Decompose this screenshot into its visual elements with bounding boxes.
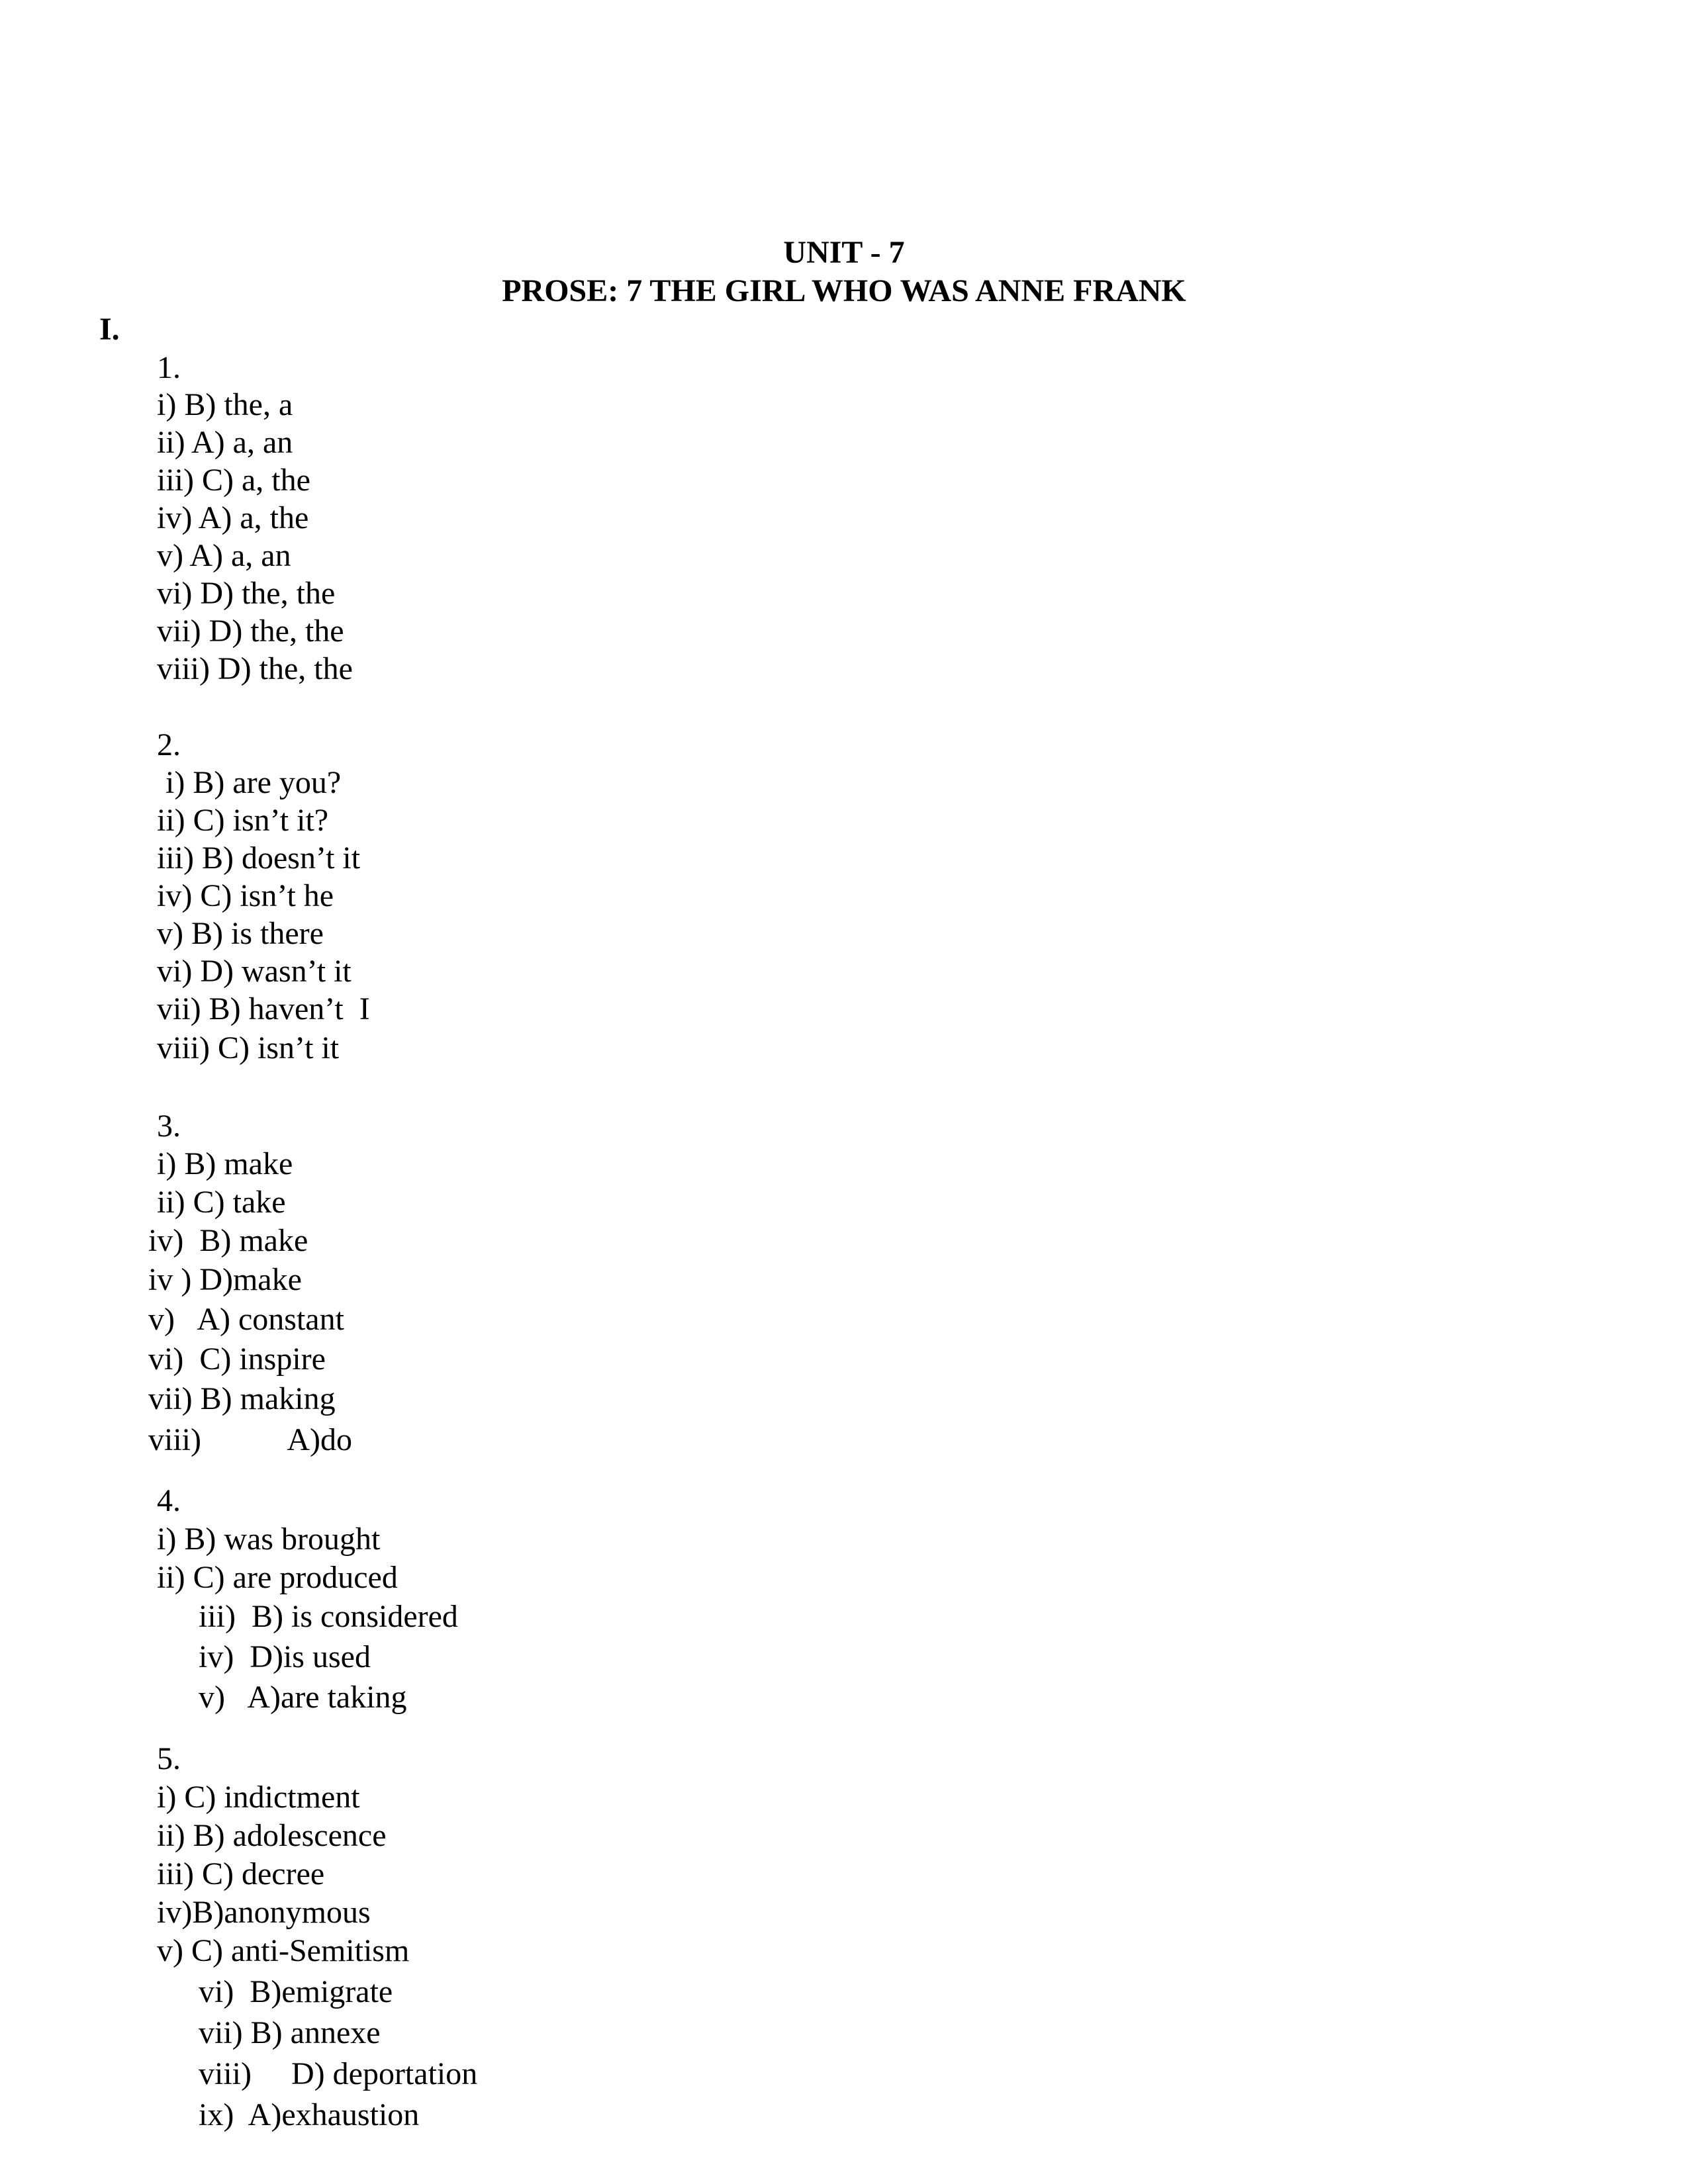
unit-heading: UNIT - 7 (783, 235, 905, 270)
answer-item: ix) A)exhaustion (199, 2097, 420, 2132)
answer-item: i) B) was brought (157, 1522, 381, 1557)
answer-item: ii) B) adolescence (157, 1818, 387, 1853)
answer-item: v) A) a, an (157, 538, 291, 573)
answer-item: vi) C) inspire (148, 1342, 326, 1377)
answer-item: v) B) is there (157, 916, 324, 951)
answer-item: ii) A) a, an (157, 425, 293, 460)
answer-item: iv ) D)make (148, 1262, 302, 1297)
answer-item: iv) A) a, the (157, 500, 309, 535)
answer-item: vi) D) the, the (157, 576, 336, 611)
answer-item: viii) D) the, the (157, 651, 353, 686)
answer-item: ii) C) take (157, 1185, 286, 1220)
answer-item: iv) C) isn’t he (157, 878, 334, 913)
answer-item: v) C) anti-Semitism (157, 1933, 410, 1968)
answer-item: vi) D) wasn’t it (157, 954, 352, 989)
question-number: 4. (157, 1483, 181, 1518)
answer-item: iii) C) decree (157, 1856, 325, 1891)
answer-item: iv) B) make (148, 1223, 308, 1258)
answer-item: viii) C) isn’t it (157, 1030, 340, 1066)
answer-item: viii) D) deportation (199, 2056, 478, 2091)
question-number: 1. (157, 350, 181, 385)
answer-item: v) A) constant (148, 1302, 344, 1337)
answer-item: i) B) make (157, 1146, 293, 1181)
answer-item: iii) B) doesn’t it (157, 841, 361, 876)
answer-item: iv) D)is used (199, 1639, 371, 1674)
chapter-title: PROSE: 7 THE GIRL WHO WAS ANNE FRANK (502, 273, 1186, 308)
answer-item: ii) C) isn’t it? (157, 803, 329, 838)
answer-item: vii) B) haven’t I (157, 991, 370, 1026)
question-number: 3. (157, 1109, 181, 1144)
answer-item: viii) A)do (148, 1422, 352, 1457)
answer-item: vi) B)emigrate (199, 1974, 393, 2009)
answer-item: vii) B) making (148, 1381, 336, 1416)
answer-item: i) B) the, a (157, 387, 293, 422)
answer-item: i) B) are you? (165, 765, 342, 800)
answer-item: iii) C) a, the (157, 463, 310, 498)
answer-item: iv)B)anonymous (157, 1895, 371, 1930)
section-label: I. (99, 312, 120, 347)
question-number: 5. (157, 1741, 181, 1776)
answer-item: ii) C) are produced (157, 1560, 398, 1595)
question-number: 2. (157, 727, 181, 762)
answer-item: iii) B) is considered (199, 1599, 458, 1634)
answer-item: vii) B) annexe (199, 2015, 381, 2050)
answer-item: vii) D) the, the (157, 614, 344, 649)
answer-item: i) C) indictment (157, 1780, 360, 1815)
answer-item: v) A)are taking (199, 1680, 407, 1715)
